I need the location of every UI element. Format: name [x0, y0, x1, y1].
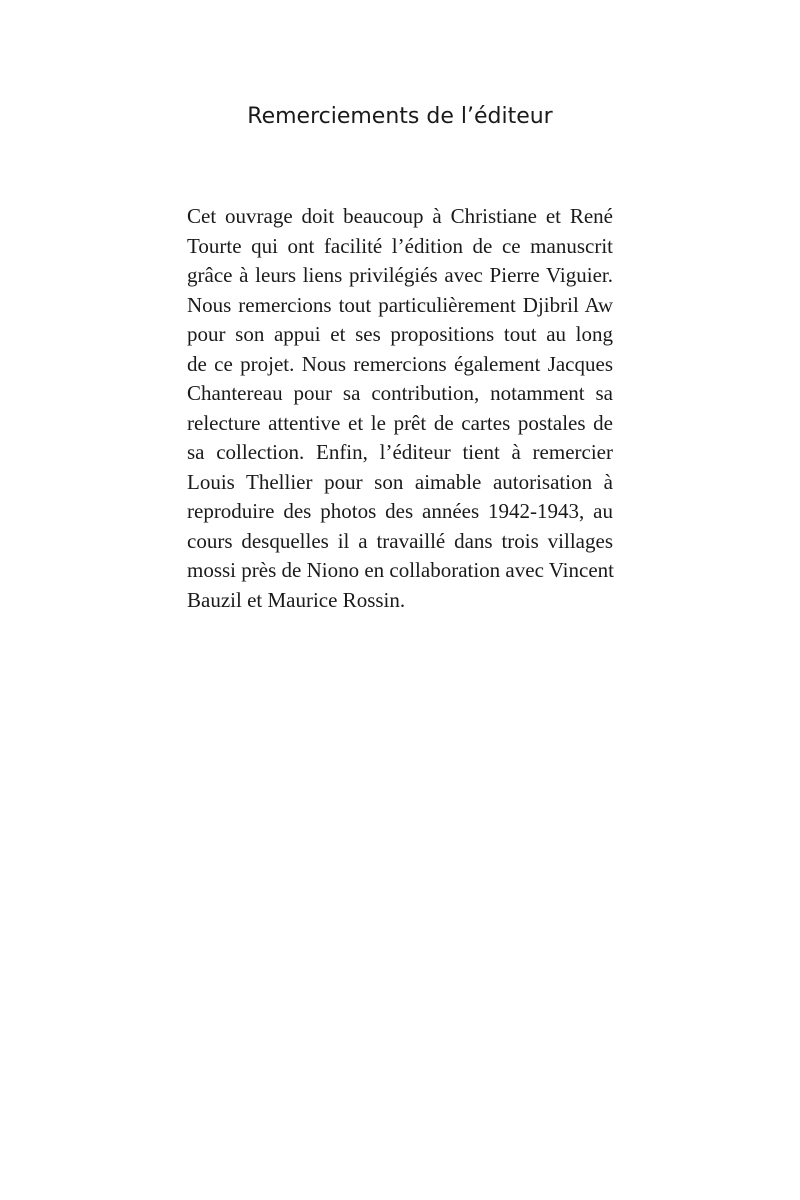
- paragraph-line: grâce à leurs liens privilégiés avec Pierre Viguier.: [187, 263, 613, 287]
- paragraph-line: relecture attentive et le prêt de cartes postales de: [187, 410, 613, 435]
- paragraph-line: mossi près de Niono en collaboration avec Vincent: [187, 558, 614, 582]
- acknowledgements-paragraph: [187, 202, 613, 615]
- paragraph-line: Cet ouvrage doit beaucoup à Christiane et René: [187, 204, 613, 228]
- paragraph-line: sa collection. Enfin, l’éditeur tient à remercier: [187, 440, 613, 464]
- paragraph-line: pour son appui et ses propositions tout au long: [187, 322, 613, 346]
- paragraph-line: Nous remercions tout particulièrement Djibril Aw: [187, 292, 613, 317]
- paragraph-line: Bauzil et Maurice Rossin.: [187, 587, 406, 612]
- page-title: Remerciements de l’éditeur: [247, 104, 553, 129]
- paragraph-line: Chantereau pour sa contribution, notamment sa: [187, 381, 613, 405]
- paragraph-line: Tourte qui ont facilité l’édition de ce manuscrit: [187, 233, 613, 258]
- paragraph-line: reproduire des photos des années 1942-1943, au: [187, 499, 613, 523]
- paragraph-line: de ce projet. Nous remercions également Jacques: [187, 351, 613, 376]
- paragraph-line: cours desquelles il a travaillé dans trois villages: [187, 528, 613, 553]
- paragraph-line: Louis Thellier pour son aimable autorisation à: [187, 469, 613, 494]
